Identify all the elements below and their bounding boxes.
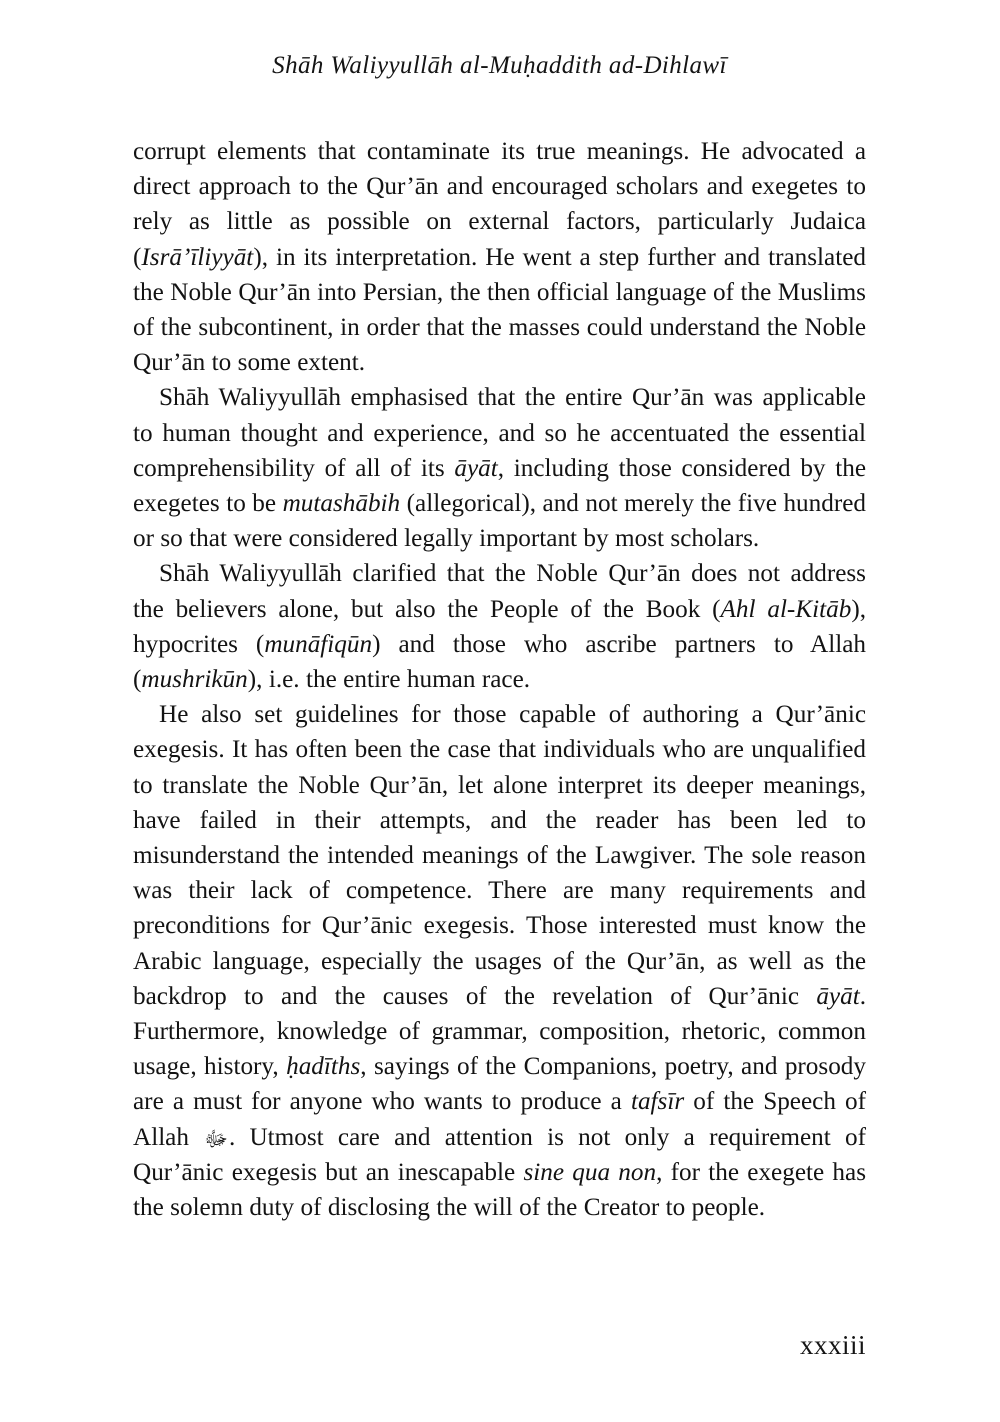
text-run: ), in its interpretation. He went a step further and translated the Noble Qur’ān into Persian, the then official language of the Muslims of the subcontinent, in order that the masses could understand the Noble Qur’ān to some extent.: [133, 243, 866, 377]
text-run: of the Speech of Allah: [133, 1088, 867, 1151]
text-run: Shāh Waliyyullāh clarified that the Noble Qur’ān does not address the believers alone, but also the People of the Book (: [133, 560, 866, 623]
paragraph: [133, 556, 866, 697]
text-run: ) and those who ascribe partners to Allah (: [133, 630, 866, 694]
text-run: , sayings of the Companions, poetry, and prosody are a must for anyone who wants to produce a: [133, 1053, 866, 1116]
text-run: corrupt elements that contaminate its true meanings. He advocated a direct approach to the Qur’ān and encouraged scholars and exegetes to rely as little as possible on external factors, particularly Judaica (: [133, 138, 866, 271]
text-run: Shāh Waliyyullāh emphasised that the entire Qur’ān was applicable to human thought and experience, and so he accentuated the essential comprehensibility of all of its: [133, 384, 866, 482]
text-run: . Furthermore, knowledge of grammar, composition, rhetoric, common usage, history,: [133, 982, 866, 1081]
text-run: . Utmost care and attention is not only a requirement of Qur’ānic exegesis but an inescapable: [133, 1123, 866, 1186]
text-run: ), i.e. the entire human race.: [247, 666, 531, 694]
honorific-glyph-icon: ﷻ: [204, 1126, 228, 1151]
italic-term: sine qua non: [523, 1158, 657, 1186]
italic-term: munāfiqūn: [264, 630, 373, 658]
body-text-block: [133, 134, 866, 1225]
italic-term: mushrikūn: [141, 666, 248, 694]
text-run: , including those considered by the exegetes to be: [133, 454, 867, 518]
paragraph: [133, 697, 866, 1225]
running-head: Shāh Waliyyullāh al-Muḥaddith ad-Dihlawī: [272, 52, 727, 79]
italic-term: tafsīr: [630, 1088, 685, 1116]
paragraph: [133, 134, 866, 380]
text-run: , for the exegete has the solemn duty of disclosing the will of the Creator to people.: [133, 1158, 866, 1222]
text-run: He also set guidelines for those capable of authoring a Qur’ānic exegesis. It has often been the case that individuals who are unqualified to translate the Noble Qur’ān, let alone interpret its deeper meanings, have failed in their attempts, and the reader has been led to misunderstand the intended meanings of the Lawgiver. The sole reason was their lack of competence. There are many requirements and preconditions for Qur’ānic exegesis. Those interested must know the Arabic language, especially the usages of the Qur’ān, as well as the backdrop to and the causes of the revelation of Qur’ānic: [133, 701, 866, 1010]
italic-term: āyāt: [816, 982, 860, 1010]
italic-term: āyāt: [454, 454, 498, 482]
text-run: ), hypocrites (: [133, 595, 866, 658]
italic-term: Ahl al-Kitāb: [720, 595, 852, 623]
italic-term: mutashābih: [282, 490, 401, 518]
italic-term: Isrā’īliyyāt: [141, 243, 254, 271]
text-run: (allegorical), and not merely the five hundred or so that were considered legally important by most scholars.: [133, 490, 866, 553]
paragraph: [133, 380, 866, 556]
page-number: xxxiii: [799, 1330, 866, 1360]
italic-term: ḥadīths: [286, 1053, 361, 1081]
